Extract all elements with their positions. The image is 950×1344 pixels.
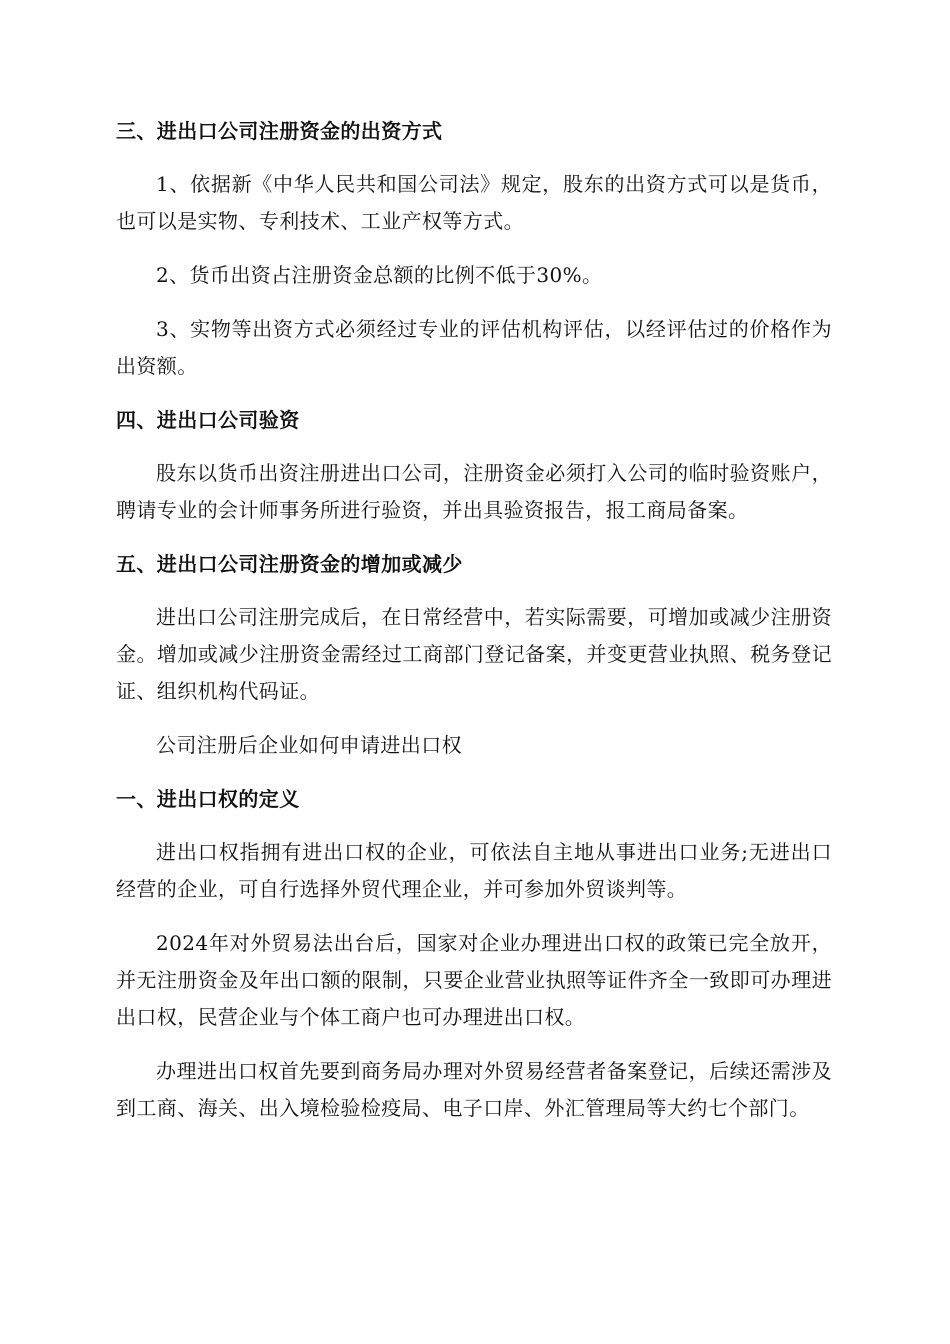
document-page — [116, 113, 832, 1127]
section-heading-1: 一、进出口权的定义 — [116, 787, 300, 811]
paragraph-1-3: 办理进出口权首先要到商务局办理对外贸易经营者备案登记，后续还需涉及到工商、海关、出入境检验检疫局、电子口岸、外汇管理局等大约七个部门。 — [116, 1059, 832, 1120]
paragraph-4-1: 股东以货币出资注册进出口公司，注册资金必须打入公司的临时验资账户，聘请专业的会计师事务所进行验资，并出具验资报告，报工商局备案。 — [116, 461, 832, 522]
section-heading-5: 五、进出口公司注册资金的增加或减少 — [116, 552, 463, 576]
section-heading-3: 三、进出口公司注册资金的出资方式 — [116, 119, 443, 143]
paragraph-1-2: 2024年对外贸易法出台后，国家对企业办理进出口权的政策已完全放开，并无注册资金及年出口额的限制，只要企业营业执照等证件齐全一致即可办理进出口权，民营企业与个体工商户也可办理进出口权。 — [116, 931, 832, 1029]
section-heading-4: 四、进出口公司验资 — [116, 408, 300, 432]
paragraph-3-2: 2、货币出资占注册资金总额的比例不低于30%。 — [156, 263, 603, 287]
paragraph-1-1: 进出口权指拥有进出口权的企业，可依法自主地从事进出口业务;无进出口经营的企业，可自行选择外贸代理企业，并可参加外贸谈判等。 — [116, 840, 832, 901]
paragraph-5-1: 进出口公司注册完成后，在日常经营中，若实际需要，可增加或减少注册资金。增加或减少注册资金需经过工商部门登记备案，并变更营业执照、税务登记证、组织机构代码证。 — [116, 605, 832, 703]
paragraph-3-3: 3、实物等出资方式必须经过专业的评估机构评估，以经评估过的价格作为出资额。 — [116, 317, 832, 378]
paragraph-3-1: 1、依据新《中华人民共和国公司法》规定，股东的出资方式可以是货币，也可以是实物、专利技术、工业产权等方式。 — [116, 172, 832, 233]
subtitle-paragraph: 公司注册后企业如何申请进出口权 — [156, 733, 462, 757]
